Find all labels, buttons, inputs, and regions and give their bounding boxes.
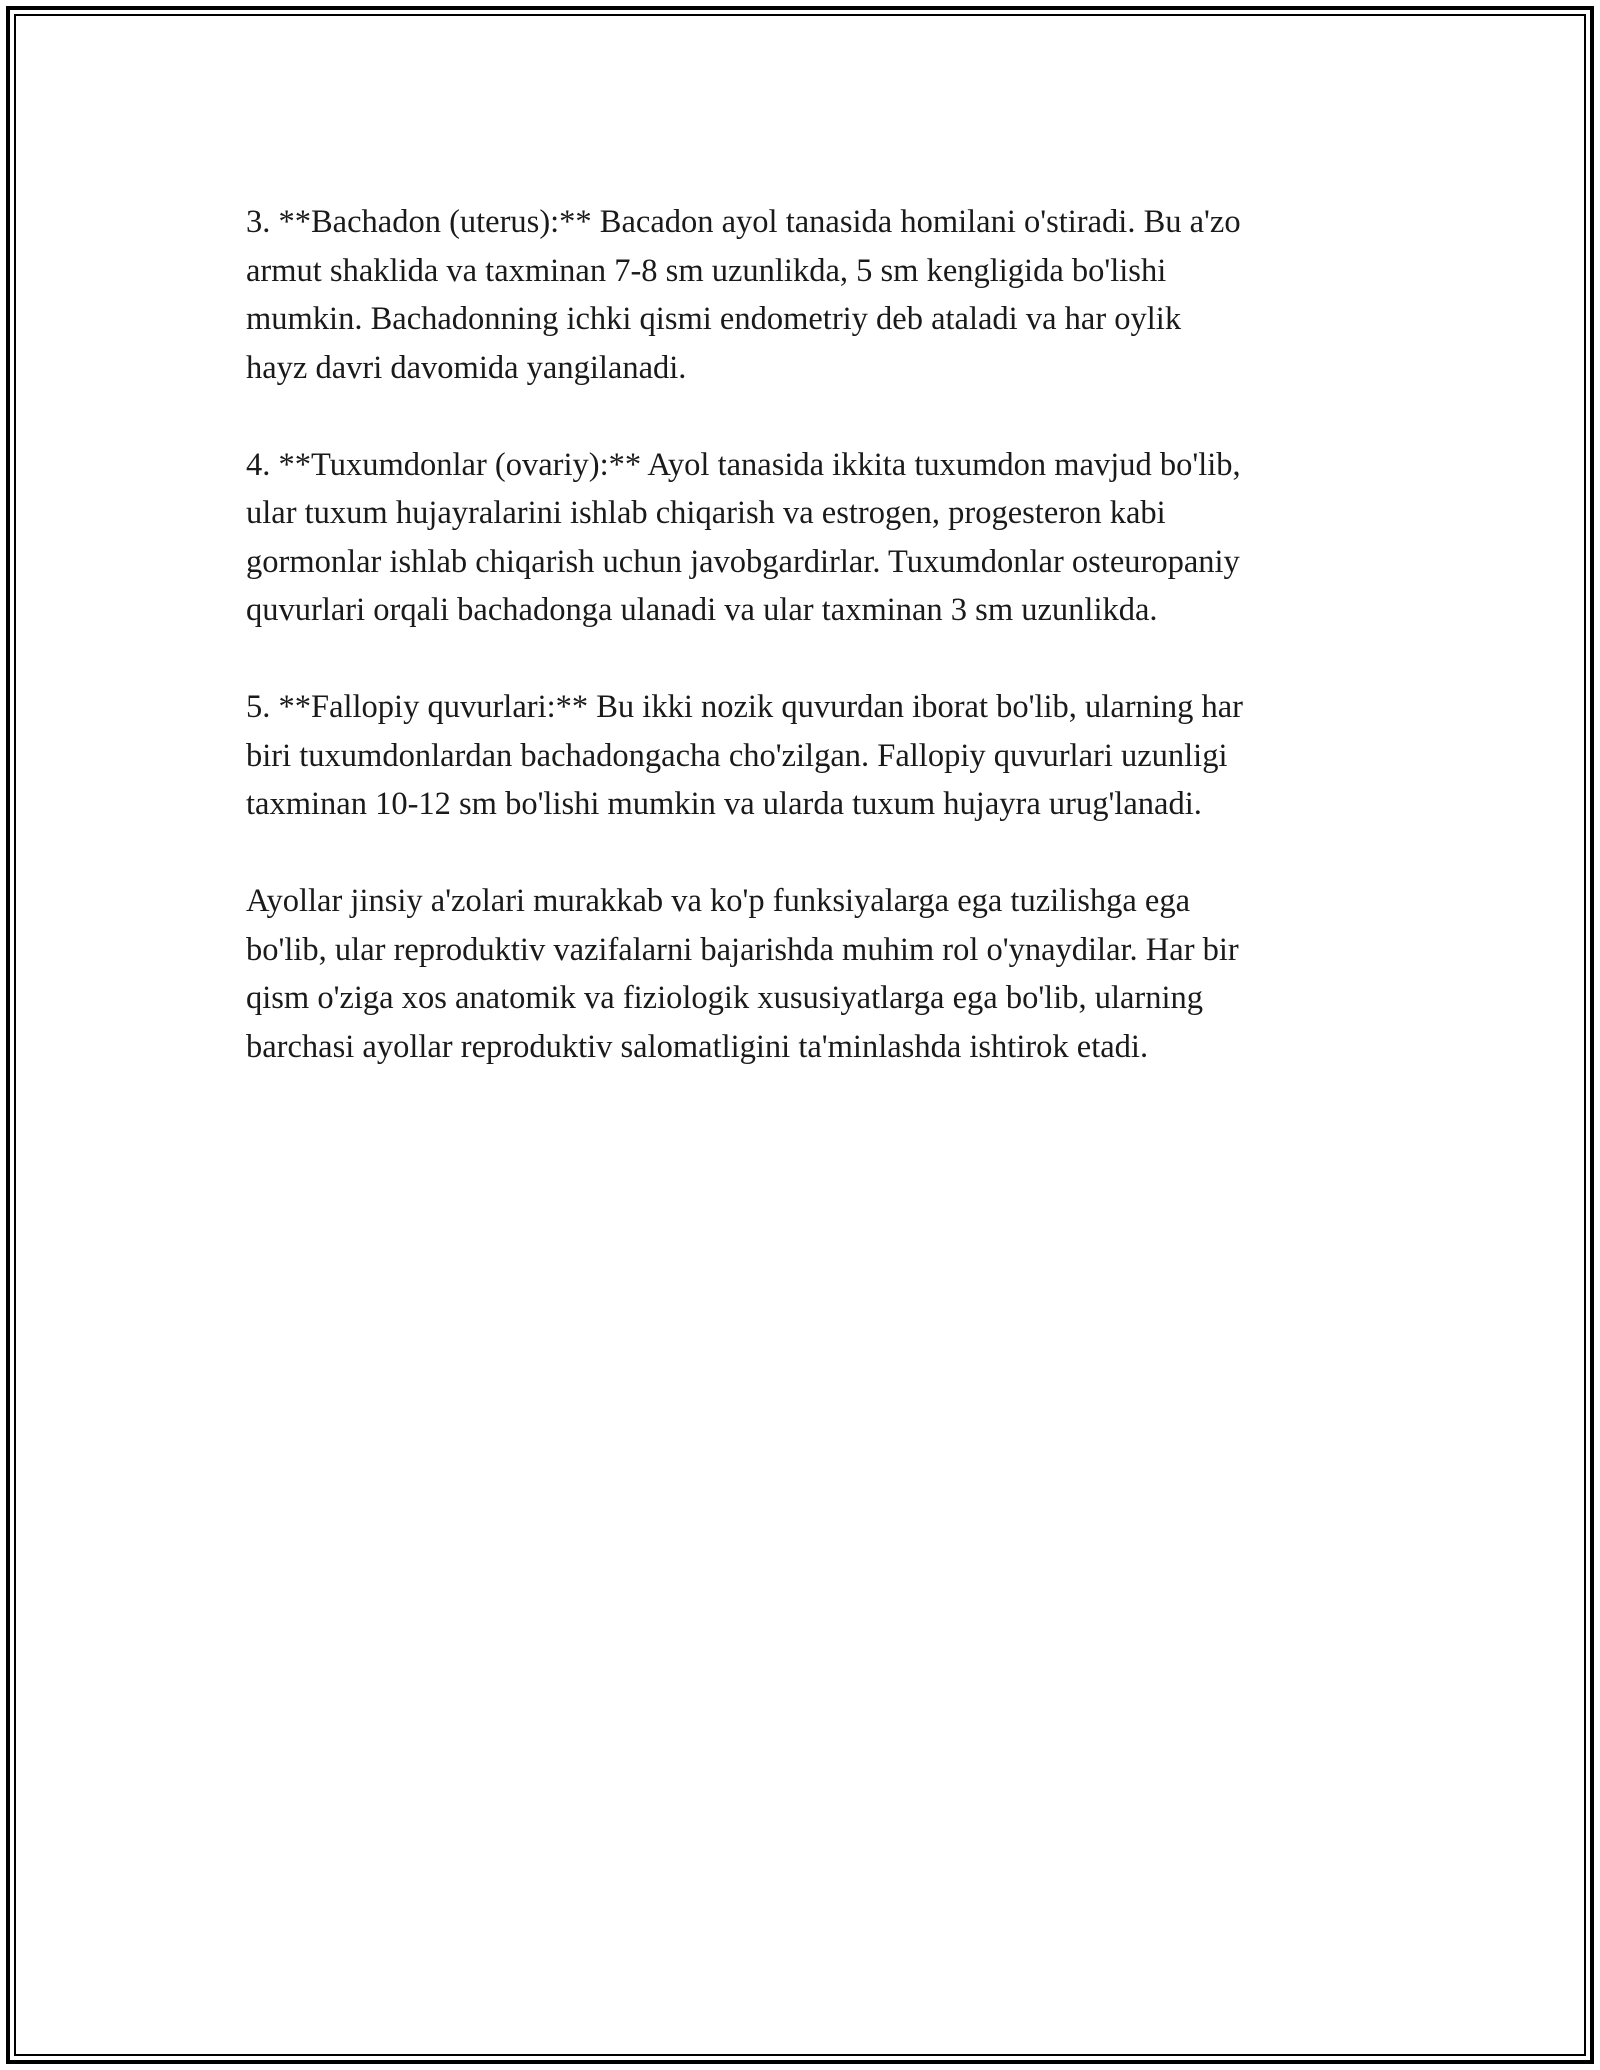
paragraph-fallopian-tubes [246,683,1386,829]
text-line: 3. **Bachadon (uterus):** Bacadon ayol tanasida homilani o'stiradi. Bu a'zo [246,204,1241,240]
text-line: Ayollar jinsiy a'zolari murakkab va ko'p funksiyalarga ega tuzilishga ega [246,883,1191,919]
text-line: qism o'ziga xos anatomik va fiziologik xususiyatlarga ega bo'lib, ularning [246,980,1204,1016]
page-border [6,6,1594,2064]
text-line: 5. **Fallopiy quvurlari:** Bu ikki nozik quvurdan iborat bo'lib, ularning har [246,689,1243,725]
paragraph-uterus [246,198,1386,392]
text-line: gormonlar ishlab chiqarish uchun javobgardirlar. Tuxumdonlar osteuropaniy [246,543,1240,580]
paragraph-ovaries [246,441,1386,635]
text-line: 4. **Tuxumdonlar (ovariy):** Ayol tanasida ikkita tuxumdon mavjud bo'lib, [246,446,1241,483]
text-line: mumkin. Bachadonning ichki qismi endometriy deb ataladi va har oylik [246,301,1182,337]
text-line: barchasi ayollar reproduktiv salomatligini ta'minlashda ishtirok etadi. [246,1028,1149,1065]
text-line: biri tuxumdonlardan bachadongacha cho'zilgan. Fallopiy quvurlari uzunligi [246,737,1228,774]
text-line: hayz davri davomida yangilanadi. [246,349,687,386]
text-line: ular tuxum hujayralarini ishlab chiqarish va estrogen, progesteron kabi [246,495,1166,531]
text-line: bo'lib, ular reproduktiv vazifalarni bajarishda muhim rol o'ynaydilar. Har bir [246,931,1239,968]
text-line: quvurlari orqali bachadonga ulanadi va ular taxminan 3 sm uzunlikda. [246,592,1158,628]
text-line: taxminan 10-12 sm bo'lishi mumkin va ularda tuxum hujayra urug'lanadi. [246,786,1202,822]
document-body [246,198,1386,1120]
paragraph-conclusion [246,877,1386,1071]
text-line: armut shaklida va taxminan 7-8 sm uzunlikda, 5 sm kengligida bo'lishi [246,252,1167,289]
